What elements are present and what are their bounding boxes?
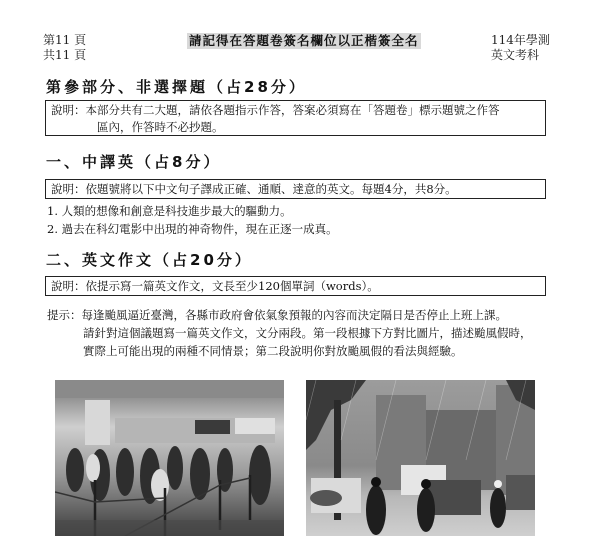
instruction-label: 說明： xyxy=(51,103,86,117)
heavy-rain-street-photo xyxy=(306,380,535,536)
signature-reminder-banner: 請記得在答題卷簽名欄位以正楷簽全名 xyxy=(189,33,419,48)
item-text: 人類的想像和創意是科技進步最大的驅動力。 xyxy=(61,204,292,218)
instruction-label: 說明： xyxy=(51,182,86,196)
item-text: 過去在科幻電影中出現的神奇物件，現在正逐一成真。 xyxy=(61,222,338,236)
section1-instruction-box xyxy=(45,179,546,199)
instruction-label: 說明： xyxy=(51,279,86,293)
hint-line-1: 每逢颱風逼近臺灣，各縣市政府會依氣象預報的內容而決定隔日是否停止上班上課。 xyxy=(81,308,507,322)
section2-title: 二、英文作文（占20分） xyxy=(46,251,253,269)
exam-info-block xyxy=(491,33,550,63)
part-instruction-box xyxy=(45,100,546,136)
exam-year: 114年學測 xyxy=(491,33,550,47)
section1-title: 一、中譯英（占8分） xyxy=(46,153,222,171)
hint-line-2: 請針對這個議題寫一篇英文作文，文分兩段。第一段根據下方對比圖片，描述颱風假時， xyxy=(83,326,532,340)
hint-line-3: 實際上可能出現的兩種不同情景；第二段說明你對放颱風假的看法與經驗。 xyxy=(83,344,463,358)
exam-subject: 英文考科 xyxy=(491,48,540,62)
item-number: 1. xyxy=(47,204,58,218)
page-current: 第11 頁 xyxy=(43,33,87,47)
item-number: 2. xyxy=(47,222,58,236)
essay-hint xyxy=(47,306,557,360)
translation-item xyxy=(47,221,338,238)
part-title: 第參部分、非選擇題（占28分） xyxy=(46,78,307,96)
crowded-terminal-photo xyxy=(55,380,284,536)
page-number-block xyxy=(43,33,86,63)
hint-label: 提示： xyxy=(47,308,82,322)
translation-item xyxy=(47,203,292,220)
section1-instruction: 依題號將以下中文句子譯成正確、通順、達意的英文。每題4分，共8分。 xyxy=(85,182,457,196)
instruction-line-2: 區內，作答時不必抄題。 xyxy=(97,120,224,134)
page-total: 共11 頁 xyxy=(43,48,87,62)
instruction-line-1: 本部分共有二大題，請依各題指示作答，答案必須寫在「答題卷」標示題號之作答 xyxy=(85,103,500,117)
section2-instruction: 依提示寫一篇英文作文，文長至少120個單詞（words）。 xyxy=(85,279,379,293)
section2-instruction-box xyxy=(45,276,546,296)
